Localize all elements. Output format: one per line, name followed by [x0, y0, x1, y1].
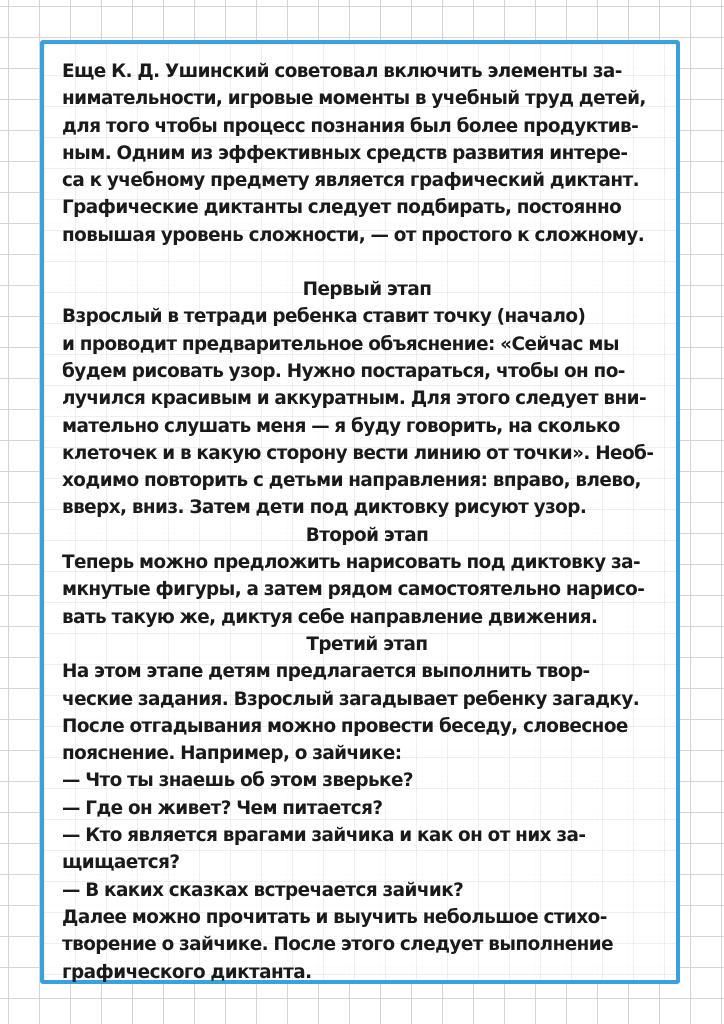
text-line: графического диктанта.: [62, 961, 312, 983]
question-line: — Кто является врагами зайчика и как он от них за-: [62, 825, 586, 847]
text-line: лучился красивым и аккуратным. Для этого следует вни-: [62, 388, 647, 410]
intro-paragraph: [62, 58, 672, 249]
text-line: Еще К. Д. Ушинский советовал включить элементы за-: [62, 61, 622, 82]
text-line: пояснение. Например, о зайчике:: [62, 743, 402, 765]
text-line: клеточек и в какую сторону вести линию от точки». Необ-: [62, 442, 654, 464]
text-line: вать такую же, диктуя себе направление движения.: [62, 606, 598, 628]
text-line: ческие задания. Взрослый загадывает ребенку загадку.: [62, 688, 640, 710]
section-stage-2: [62, 522, 672, 631]
question-line: щищается?: [62, 852, 180, 874]
text-line: На этом этапе детям предлагается выполнить твор-: [62, 661, 590, 683]
text-line: ходимо повторить с детьми направления: вправо, влево,: [62, 470, 641, 492]
text-panel: [40, 40, 680, 984]
question-line: — Что ты знаешь об этом зверьке?: [62, 770, 414, 792]
text-line: повышая уровень сложности, — от простого к сложному.: [62, 224, 645, 246]
section-stage-3: [62, 631, 672, 986]
text-line: Графические диктанты следует подбирать, постоянно: [62, 197, 622, 219]
text-line: для того чтобы процесс познания был более продуктив-: [62, 115, 639, 137]
section-stage-1: [62, 276, 672, 522]
text-line: Теперь можно предложить нарисовать под диктовку за-: [62, 552, 641, 574]
text-line: Далее можно прочитать и выучить небольшое стихо-: [62, 906, 607, 928]
spacer: [62, 249, 672, 276]
text-line: мательно слушать меня — я буду говорить, на сколько: [62, 415, 620, 437]
text-line: са к учебному предмету является графический диктант.: [62, 170, 640, 192]
text-line: творение о зайчике. После этого следует выполнение: [62, 934, 614, 956]
section-heading: Третий этап: [306, 633, 428, 655]
text-line: будем рисовать узор. Нужно постараться, чтобы он по-: [62, 360, 625, 382]
document-body: [62, 58, 672, 986]
text-line: ным. Одним из эффективных средств развития интере-: [62, 142, 628, 164]
section-heading: Первый этап: [302, 279, 432, 301]
text-line: нимательности, игровые моменты в учебный труд детей,: [62, 88, 646, 110]
question-line: — В каких сказках встречается зайчик?: [62, 879, 464, 901]
text-line: После отгадывания можно провести беседу, словесное: [62, 715, 628, 737]
section-heading: Второй этап: [305, 524, 429, 546]
text-line: и проводит предварительное объяснение: «Сейчас мы: [62, 333, 619, 355]
text-line: вверх, вниз. Затем дети под диктовку рисуют узор.: [62, 497, 587, 519]
text-line: Взрослый в тетради ребенка ставит точку (начало): [62, 306, 586, 328]
text-line: мкнутые фигуры, а затем рядом самостоятельно нарисо-: [62, 579, 645, 601]
question-line: — Где он живет? Чем питается?: [62, 797, 383, 819]
